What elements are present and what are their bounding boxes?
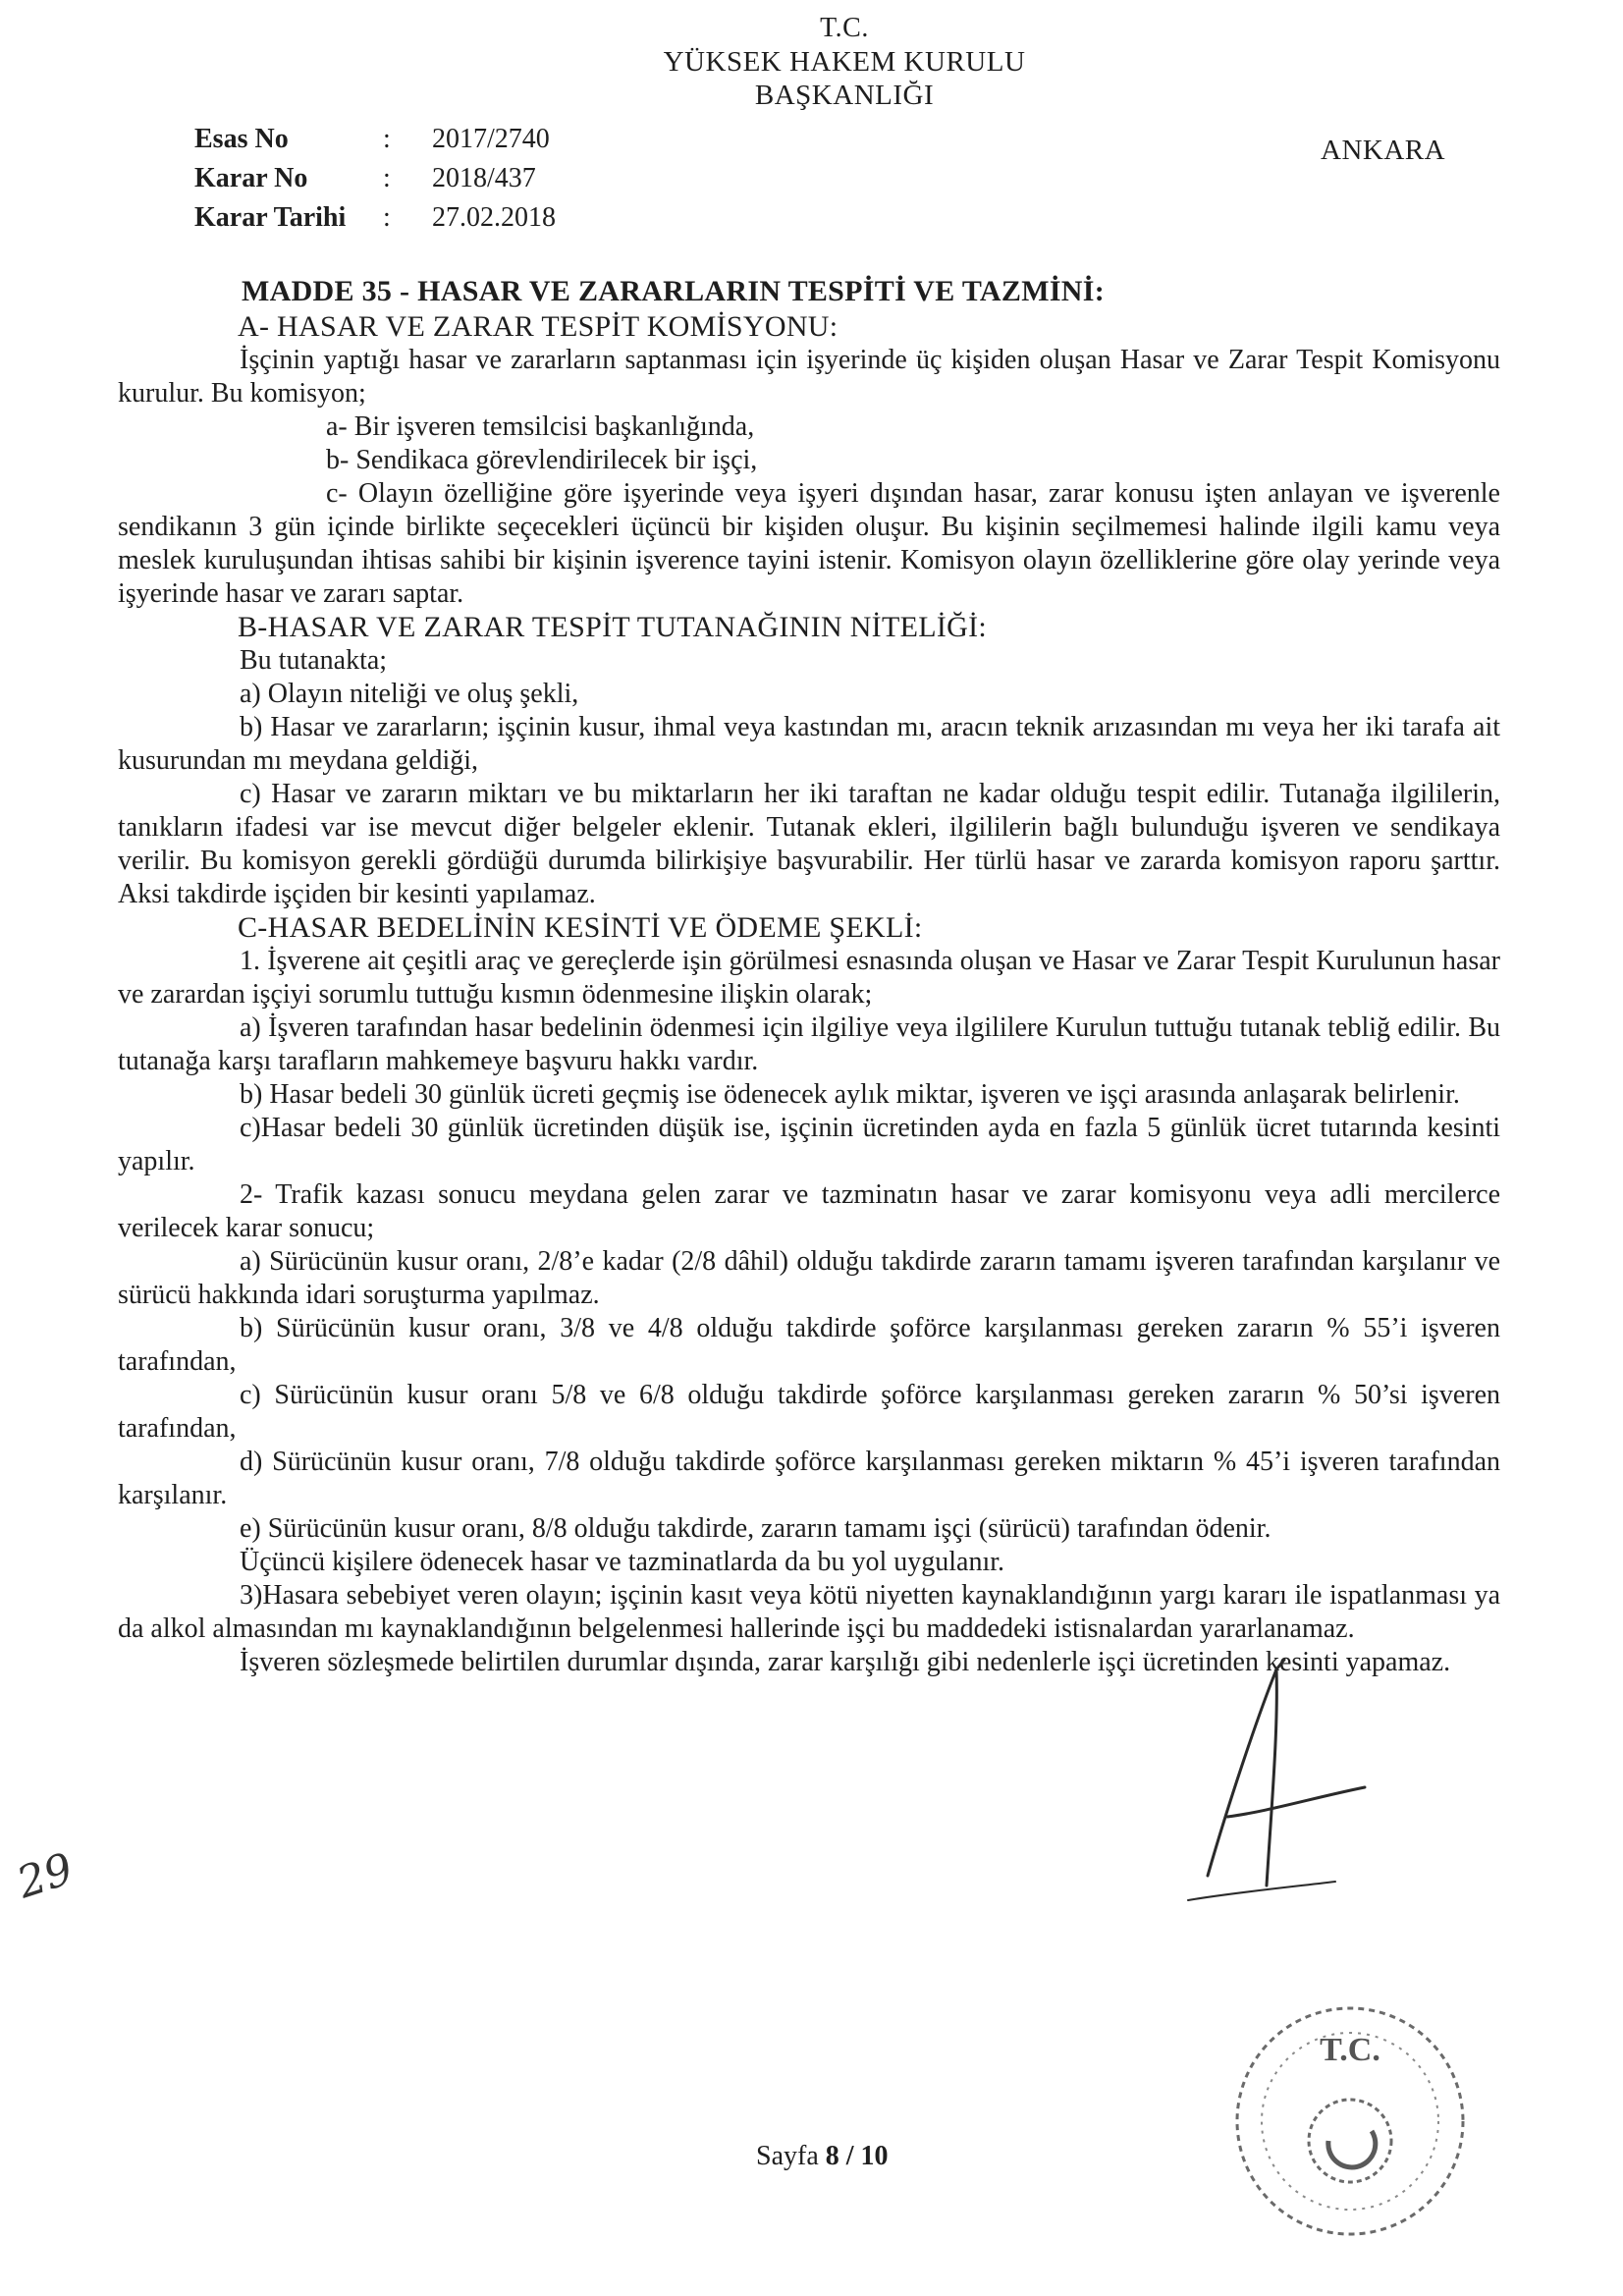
document-body	[118, 275, 1500, 1679]
meta-value: 27.02.2018	[432, 202, 556, 233]
section-c-title: C-HASAR BEDELİNİN KESİNTİ VE ÖDEME ŞEKLİ:	[238, 911, 923, 944]
section-c-p2d: d) Sürücünün kusur oranı, 7/8 olduğu takdirde şoförce karşılanması gereken miktarın % 45’i işveren tarafından karşılanır.	[118, 1447, 1500, 1510]
section-c-p2e: e) Sürücünün kusur oranı, 8/8 olduğu takdirde, zararın tamamı işçi (sürücü) tarafından ödenir.	[240, 1513, 1271, 1544]
meta-row-tarih	[194, 198, 556, 238]
page-number	[756, 2141, 889, 2172]
section-b-intro: Bu tutanakta;	[240, 645, 388, 676]
section-b-title: B-HASAR VE ZARAR TESPİT TUTANAĞININ NİTELİĞİ:	[238, 611, 988, 643]
section-c-p2f: Üçüncü kişilere ödenecek hasar ve tazminatlarda da bu yol uygulanır.	[240, 1547, 1005, 1577]
meta-label: Karar Tarihi	[194, 202, 347, 233]
meta-value: 2017/2740	[432, 124, 550, 154]
meta-colon: :	[383, 124, 391, 154]
section-c-p1b: b) Hasar bedeli 30 günlük ücreti geçmiş ise ödenecek aylık miktar, işveren ve işçi arasında anlaşarak belirlenir.	[240, 1079, 1460, 1110]
meta-label: Esas No	[194, 124, 289, 154]
section-c-p2a: a) Sürücünün kusur oranı, 2/8’e kadar (2/8 dâhil) olduğu takdirde zararın tamamı işveren tarafından karşılanır ve sürücü hakkında idari soruşturma yapılmaz.	[118, 1246, 1500, 1310]
section-c-p2: 2- Trafik kazası sonucu meydana gelen zarar ve tazminatın hasar ve zarar komisyonu veya adli mercilerce verilecek karar sonucu;	[118, 1179, 1500, 1243]
meta-row-esas	[194, 120, 556, 159]
section-c-p1: 1. İşverene ait çeşitli araç ve gereçlerde işin görülmesi esnasında oluşan ve Hasar ve Zarar Tespit Kurulunun hasar ve zarardan işçiyi sorumlu tuttuğu kısmın ödenmesine ilişkin olarak;	[118, 946, 1500, 1010]
section-a-item-c: c- Olayın özelliğine göre işyerinde veya işyeri dışından hasar, zarar konusu işten anlayan ve işverenle sendikanın 3 gün içinde birlikte seçecekleri üçüncü bir kişiden oluşur. Bu kişinin seçilmemesi halinde ilgili kamu veya meslek kuruluşundan ihtisas sahibi bir kişinin işverence tayini istenir. Komisyon olayın özelliklerine göre olay yerinde veya işyerinde hasar ve zararı saptar.	[118, 478, 1500, 609]
section-a-item-b: b- Sendikaca görevlendirilecek bir işçi,	[326, 445, 758, 475]
section-b-item-c: c) Hasar ve zararın miktarı ve bu miktarların her iki taraftan ne kadar olduğu tespit edilir. Tutanağa ilgililerin, tanıkların ifadesi var ise mevcut diğer belgeler eklenir. Tutanak ekleri, ilgililerin bağlı bulunduğu işveren ve sendikaya verilir. Bu komisyon gerekli gördüğü durumda bilirkişiye başvurabilir. Her türlü hasar ve zararda komisyon raporu şarttır. Aksi takdirde işçiden bir kesinti yapılamaz.	[118, 779, 1500, 909]
section-a-title: A- HASAR VE ZARAR TESPİT KOMİSYONU:	[238, 310, 839, 343]
meta-colon: :	[383, 202, 391, 233]
header-city: ANKARA	[1321, 135, 1446, 166]
article-title: MADDE 35 - HASAR VE ZARARLARIN TESPİTİ VE TAZMİNİ:	[242, 275, 1106, 307]
section-b-item-a: a) Olayın niteliği ve oluş şekli,	[240, 679, 579, 709]
section-a-item-a: a- Bir işveren temsilcisi başkanlığında,	[326, 411, 755, 442]
official-seal-icon	[1213, 1994, 1488, 2249]
section-c-p1c: c)Hasar bedeli 30 günlük ücretinden düşük ise, işçinin ücretinden ayda en fazla 5 günlük ücret tutarında kesinti yapılır.	[118, 1113, 1500, 1176]
meta-value: 2018/437	[432, 163, 536, 193]
handwritten-margin-note: 29	[11, 1843, 80, 1909]
section-c-p2b: b) Sürücünün kusur oranı, 3/8 ve 4/8 olduğu takdirde şoförce karşılanması gereken zararın % 55’i işveren tarafından,	[118, 1313, 1500, 1377]
section-c-p4: İşveren sözleşmede belirtilen durumlar dışında, zarar karşılığı gibi nedenlerle işçi ücretinden kesinti yapamaz.	[240, 1647, 1451, 1677]
page-number-separator: /	[845, 2141, 854, 2171]
section-b-item-b: b) Hasar ve zararların; işçinin kusur, ihmal veya kastından mı, aracın teknik arızasından mı veya her iki tarafa ait kusurundan mı meydana geldiği,	[118, 712, 1500, 776]
case-meta	[194, 120, 556, 238]
section-a-intro: İşçinin yaptığı hasar ve zararların saptanması için işyerinde üç kişiden oluşan Hasar ve Zarar Tespit Komisyonu kurulur. Bu komisyon;	[118, 345, 1500, 409]
section-c-p3: 3)Hasara sebebiyet veren olayın; işçinin kasıt veya kötü niyetten kaynaklandığının yargı kararı ile ispatlanması ya da alkol almasından mı kaynaklandığının belgelenmesi hallerinde işçi bu maddedeki istisnalardan yararlanamaz.	[118, 1580, 1500, 1644]
page-number-current: 8	[825, 2141, 839, 2171]
page-number-total: 10	[860, 2141, 889, 2171]
header-institution: YÜKSEK HAKEM KURULU	[663, 46, 1026, 78]
header-department: BAŞKANLIĞI	[754, 80, 935, 111]
meta-label: Karar No	[194, 163, 308, 193]
institution-header	[589, 12, 1100, 112]
signature-icon	[1168, 1630, 1384, 1925]
page-number-prefix: Sayfa	[756, 2141, 819, 2171]
seal-text: T.C.	[1320, 2032, 1380, 2068]
header-country: T.C.	[820, 13, 869, 43]
section-c-p2c: c) Sürücünün kusur oranı 5/8 ve 6/8 olduğu takdirde şoförce karşılanması gereken zararın % 50’si işveren tarafından,	[118, 1380, 1500, 1444]
meta-row-karar	[194, 159, 556, 198]
section-c-p1a: a) İşveren tarafından hasar bedelinin ödenmesi için ilgiliye veya ilgililere Kurulun tuttuğu tutanak tebliğ edilir. Bu tutanağa karşı tarafların mahkemeye başvuru hakkı vardır.	[118, 1012, 1500, 1076]
meta-colon: :	[383, 163, 391, 193]
